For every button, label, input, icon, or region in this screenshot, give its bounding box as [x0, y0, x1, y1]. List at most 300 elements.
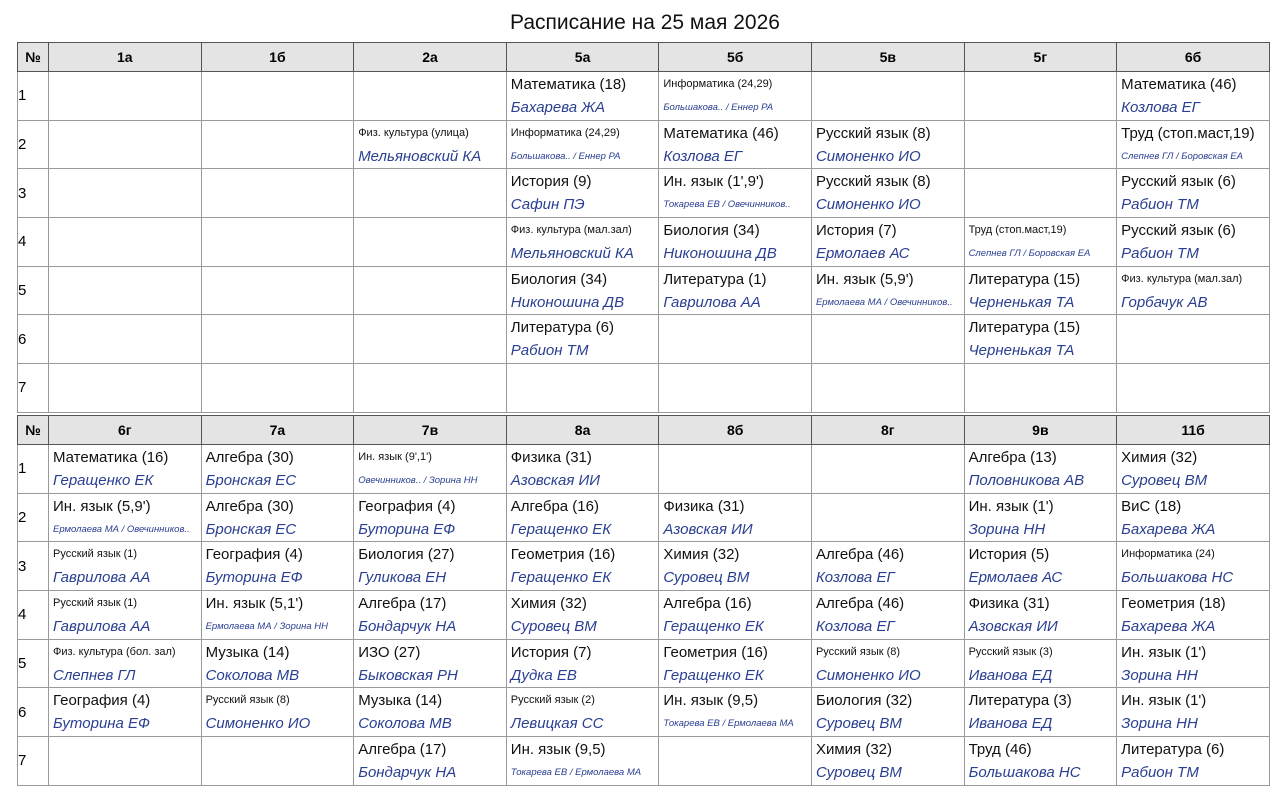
- teacher-label: Большакова.. / Еннер РА: [510, 150, 621, 162]
- teacher-label: Геращенко ЕК: [663, 666, 764, 684]
- teacher-label: Азовская ИИ: [663, 520, 753, 538]
- lesson-cell[interactable]: [49, 364, 202, 413]
- lesson-cell[interactable]: [49, 445, 202, 494]
- teacher-label: Геращенко ЕК: [53, 471, 154, 489]
- teacher-label: Никоношина ДВ: [663, 244, 777, 262]
- subject-label: Биология (32): [815, 692, 913, 710]
- subject-label: Музыка (14): [205, 643, 290, 661]
- subject-label: Русский язык (8): [815, 124, 931, 142]
- lesson-cell[interactable]: [354, 266, 507, 315]
- lesson-cell[interactable]: [354, 120, 507, 169]
- period-row: [18, 688, 1270, 737]
- subject-label: Алгебра (16): [663, 594, 752, 612]
- teacher-label: Большакова НС: [1121, 569, 1234, 587]
- period-number-header: №: [18, 43, 49, 72]
- lesson-cell[interactable]: [1117, 169, 1270, 218]
- teacher-label: Геращенко ЕК: [510, 569, 612, 587]
- lesson-cell[interactable]: [354, 639, 507, 688]
- lesson-cell[interactable]: [201, 364, 354, 413]
- schedule-table-bottom: [17, 415, 1270, 786]
- lesson-cell[interactable]: [811, 315, 964, 364]
- teacher-label: Рабион ТМ: [1121, 196, 1199, 214]
- lesson-cell[interactable]: [811, 266, 964, 315]
- period-row: [18, 218, 1270, 267]
- teacher-label: Суровец ВМ: [510, 617, 597, 635]
- subject-label: Алгебра (46): [815, 594, 905, 612]
- subject-label: История (7): [510, 643, 592, 661]
- subject-label: Ин. язык (1'): [1121, 643, 1207, 661]
- teacher-label: Рабион ТМ: [1121, 244, 1199, 262]
- lesson-cell[interactable]: [964, 542, 1117, 591]
- teacher-label: Суровец ВМ: [663, 569, 750, 587]
- lesson-cell[interactable]: [1117, 218, 1270, 267]
- teacher-label: Ермолаева МА / Овечинников..: [815, 296, 953, 308]
- lesson-cell[interactable]: [506, 169, 659, 218]
- period-number: 7: [18, 737, 49, 786]
- lesson-cell[interactable]: [964, 737, 1117, 786]
- lesson-cell[interactable]: [659, 445, 812, 494]
- lesson-cell[interactable]: [49, 493, 202, 542]
- teacher-label: Ермолаева МА / Овечинников..: [53, 523, 190, 535]
- teacher-label: Рабион ТМ: [510, 342, 589, 360]
- period-number: 6: [18, 315, 49, 364]
- lesson-cell[interactable]: [201, 737, 354, 786]
- lesson-cell[interactable]: [811, 591, 964, 640]
- subject-label: Алгебра (17): [358, 740, 447, 758]
- period-number: 5: [18, 266, 49, 315]
- class-header: 9в: [964, 416, 1117, 445]
- subject-label: Алгебра (17): [358, 594, 447, 612]
- subject-label: Алгебра (46): [815, 546, 905, 564]
- lesson-cell[interactable]: [49, 72, 202, 121]
- lesson-cell[interactable]: [811, 493, 964, 542]
- teacher-label: Суровец ВМ: [815, 763, 902, 781]
- teacher-label: Токарева ЕВ / Ермолаева МА: [510, 766, 642, 778]
- teacher-label: Ермолаев АС: [815, 244, 910, 262]
- subject-label: География (4): [205, 546, 303, 564]
- teacher-label: Суровец ВМ: [1121, 471, 1208, 489]
- teacher-label: Бахарева ЖА: [1121, 617, 1216, 635]
- subject-label: Ин. язык (1'): [968, 497, 1054, 515]
- subject-label: Биология (34): [510, 270, 608, 288]
- subject-label: Ин. язык (9,5): [663, 692, 759, 710]
- period-number: 1: [18, 72, 49, 121]
- teacher-label: Суровец ВМ: [815, 715, 902, 733]
- teacher-label: Рабион ТМ: [1121, 763, 1199, 781]
- lesson-cell[interactable]: [1117, 445, 1270, 494]
- lesson-cell[interactable]: [354, 688, 507, 737]
- lesson-cell[interactable]: [811, 72, 964, 121]
- subject-label: Физика (31): [663, 497, 745, 515]
- lesson-cell[interactable]: [506, 639, 659, 688]
- class-header: 5в: [811, 43, 964, 72]
- teacher-label: Токарева ЕВ / Ермолаева МА: [663, 718, 794, 730]
- lesson-cell[interactable]: [1117, 542, 1270, 591]
- teacher-label: Большакова НС: [968, 763, 1081, 781]
- subject-label: Труд (46): [968, 740, 1032, 758]
- lesson-cell[interactable]: [49, 542, 202, 591]
- period-number: 1: [18, 445, 49, 494]
- lesson-cell[interactable]: [659, 542, 812, 591]
- lesson-cell[interactable]: [506, 542, 659, 591]
- lesson-cell[interactable]: [354, 72, 507, 121]
- subject-label: Труд (стоп.маст,19): [968, 223, 1067, 236]
- lesson-cell[interactable]: [506, 218, 659, 267]
- teacher-label: Бронская ЕС: [205, 520, 297, 538]
- lesson-cell[interactable]: [659, 591, 812, 640]
- lesson-cell[interactable]: [49, 218, 202, 267]
- teacher-label: Козлова ЕГ: [663, 147, 743, 165]
- teacher-label: Мельяновский КА: [358, 147, 482, 165]
- teacher-label: Буторина ЕФ: [358, 520, 456, 538]
- teacher-label: Никоношина ДВ: [510, 293, 625, 311]
- period-number: 7: [18, 364, 49, 413]
- subject-label: Физика (31): [968, 594, 1050, 612]
- period-row: [18, 72, 1270, 121]
- lesson-cell[interactable]: [354, 493, 507, 542]
- subject-label: Физика (31): [510, 448, 592, 466]
- subject-label: Русский язык (1): [53, 548, 138, 561]
- subject-label: Русский язык (6): [1121, 221, 1236, 239]
- lesson-cell[interactable]: [659, 72, 812, 121]
- teacher-label: Буторина ЕФ: [205, 569, 303, 587]
- lesson-cell[interactable]: [964, 218, 1117, 267]
- teacher-label: Слепнев ГЛ / Боровская ЕА: [1121, 150, 1243, 162]
- subject-label: Литература (15): [968, 270, 1081, 288]
- lesson-cell[interactable]: [659, 493, 812, 542]
- teacher-label: Мельяновский КА: [510, 244, 634, 262]
- subject-label: Информатика (24,29): [663, 77, 773, 90]
- lesson-cell[interactable]: [49, 169, 202, 218]
- teacher-label: Геращенко ЕК: [510, 520, 612, 538]
- teacher-label: Бондарчук НА: [358, 763, 457, 781]
- subject-label: Литература (6): [1121, 740, 1225, 758]
- lesson-cell[interactable]: [1117, 72, 1270, 121]
- teacher-label: Гаврилова АА: [53, 569, 151, 587]
- lesson-cell[interactable]: [201, 169, 354, 218]
- subject-label: Физ. культура (мал.зал): [1121, 272, 1243, 285]
- subject-label: Русский язык (8): [815, 173, 931, 191]
- subject-label: Русский язык (1): [53, 596, 138, 609]
- lesson-cell[interactable]: [659, 315, 812, 364]
- class-header: 1б: [201, 43, 354, 72]
- period-row: [18, 120, 1270, 169]
- lesson-cell[interactable]: [354, 315, 507, 364]
- class-header: 6б: [1117, 43, 1270, 72]
- lesson-cell[interactable]: [506, 266, 659, 315]
- lesson-cell[interactable]: [201, 639, 354, 688]
- lesson-cell[interactable]: [354, 542, 507, 591]
- period-row: [18, 639, 1270, 688]
- lesson-cell[interactable]: [811, 639, 964, 688]
- teacher-label: Ермолаев АС: [968, 569, 1063, 587]
- lesson-cell[interactable]: [811, 445, 964, 494]
- subject-label: Русский язык (3): [968, 645, 1053, 658]
- subject-label: Физ. культура (мал.зал): [510, 223, 632, 236]
- lesson-cell[interactable]: [506, 72, 659, 121]
- subject-label: Литература (3): [968, 692, 1072, 710]
- lesson-cell[interactable]: [964, 315, 1117, 364]
- lesson-cell[interactable]: [506, 445, 659, 494]
- teacher-label: Дудка ЕВ: [510, 666, 577, 684]
- teacher-label: Зорина НН: [968, 520, 1046, 538]
- subject-label: Русский язык (6): [1121, 173, 1236, 191]
- teacher-label: Симоненко ИО: [815, 666, 921, 684]
- subject-label: Ин. язык (5,9'): [815, 270, 914, 288]
- lesson-cell[interactable]: [964, 688, 1117, 737]
- lesson-cell[interactable]: [49, 315, 202, 364]
- lesson-cell[interactable]: [354, 591, 507, 640]
- subject-label: ИЗО (27): [358, 643, 421, 661]
- subject-label: Литература (1): [663, 270, 767, 288]
- teacher-label: Симоненко ИО: [815, 196, 921, 214]
- subject-label: История (7): [815, 221, 897, 239]
- lesson-cell[interactable]: [354, 737, 507, 786]
- lesson-cell[interactable]: [659, 120, 812, 169]
- class-header: 6г: [49, 416, 202, 445]
- lesson-cell[interactable]: [354, 169, 507, 218]
- teacher-label: Левицкая СС: [510, 715, 604, 733]
- teacher-label: Козлова ЕГ: [815, 617, 895, 635]
- lesson-cell[interactable]: [964, 169, 1117, 218]
- lesson-cell[interactable]: [811, 169, 964, 218]
- subject-label: Геометрия (18): [1121, 594, 1226, 612]
- lesson-cell[interactable]: [964, 493, 1117, 542]
- period-number: 6: [18, 688, 49, 737]
- lesson-cell[interactable]: [1117, 315, 1270, 364]
- period-row: [18, 315, 1270, 364]
- lesson-cell[interactable]: [659, 639, 812, 688]
- lesson-cell[interactable]: [49, 120, 202, 169]
- subject-label: Ин. язык (1',9'): [663, 173, 764, 191]
- subject-label: География (4): [358, 497, 456, 515]
- subject-label: ВиС (18): [1121, 497, 1182, 515]
- teacher-label: Половникова АВ: [968, 471, 1085, 489]
- period-row: [18, 737, 1270, 786]
- lesson-cell[interactable]: [811, 120, 964, 169]
- teacher-label: Гаврилова АА: [53, 617, 151, 635]
- period-number: 2: [18, 120, 49, 169]
- teacher-label: Черненькая ТА: [968, 342, 1075, 360]
- lesson-cell[interactable]: [506, 688, 659, 737]
- subject-label: Информатика (24): [1121, 548, 1215, 561]
- lesson-cell[interactable]: [49, 639, 202, 688]
- lesson-cell[interactable]: [1117, 120, 1270, 169]
- class-header: 11б: [1117, 416, 1270, 445]
- subject-label: Ин. язык (5,1'): [205, 594, 304, 612]
- subject-label: Химия (32): [510, 594, 587, 612]
- subject-label: Физ. культура (улица): [358, 126, 469, 139]
- period-row: [18, 364, 1270, 413]
- lesson-cell[interactable]: [201, 315, 354, 364]
- teacher-label: Бондарчук НА: [358, 617, 457, 635]
- subject-label: Физ. культура (бол. зал): [53, 645, 176, 658]
- subject-label: Ин. язык (1'): [1121, 692, 1207, 710]
- lesson-cell[interactable]: [659, 737, 812, 786]
- lesson-cell[interactable]: [811, 688, 964, 737]
- teacher-label: Геращенко ЕК: [663, 617, 764, 635]
- lesson-cell[interactable]: [201, 218, 354, 267]
- class-header: 1а: [49, 43, 202, 72]
- teacher-label: Ермолаева МА / Зорина НН: [205, 620, 329, 632]
- lesson-cell[interactable]: [49, 737, 202, 786]
- lesson-cell[interactable]: [659, 364, 812, 413]
- lesson-cell[interactable]: [964, 266, 1117, 315]
- teacher-label: Соколова МВ: [358, 715, 452, 733]
- teacher-label: Большакова.. / Еннер РА: [663, 101, 774, 113]
- period-row: [18, 169, 1270, 218]
- period-number: 3: [18, 169, 49, 218]
- teacher-label: Буторина ЕФ: [53, 715, 150, 733]
- lesson-cell[interactable]: [811, 737, 964, 786]
- lesson-cell[interactable]: [354, 218, 507, 267]
- class-header: 8а: [506, 416, 659, 445]
- teacher-label: Иванова ЕД: [968, 715, 1053, 733]
- teacher-label: Соколова МВ: [205, 666, 300, 684]
- lesson-cell[interactable]: [506, 591, 659, 640]
- subject-label: Ин. язык (9',1'): [358, 450, 432, 463]
- class-header: 8г: [811, 416, 964, 445]
- class-header: 5а: [506, 43, 659, 72]
- header-row: [18, 416, 1270, 445]
- lesson-cell[interactable]: [201, 591, 354, 640]
- period-row: [18, 542, 1270, 591]
- subject-label: Математика (46): [663, 124, 779, 142]
- period-number: 2: [18, 493, 49, 542]
- lesson-cell[interactable]: [49, 591, 202, 640]
- lesson-cell[interactable]: [506, 315, 659, 364]
- lesson-cell[interactable]: [811, 542, 964, 591]
- teacher-label: Черненькая ТА: [968, 293, 1075, 311]
- teacher-label: Азовская ИИ: [968, 617, 1058, 635]
- lesson-cell[interactable]: [1117, 266, 1270, 315]
- lesson-cell[interactable]: [811, 218, 964, 267]
- teacher-label: Симоненко ИО: [815, 147, 921, 165]
- subject-label: Математика (18): [510, 75, 627, 93]
- lesson-cell[interactable]: [506, 120, 659, 169]
- class-header: 2а: [354, 43, 507, 72]
- subject-label: Алгебра (16): [510, 497, 599, 515]
- lesson-cell[interactable]: [354, 445, 507, 494]
- teacher-label: Гуликова ЕН: [358, 569, 447, 587]
- teacher-label: Козлова ЕГ: [815, 569, 895, 587]
- teacher-label: Бронская ЕС: [205, 471, 297, 489]
- lesson-cell[interactable]: [1117, 493, 1270, 542]
- teacher-label: Быковская РН: [358, 666, 458, 684]
- lesson-cell[interactable]: [201, 120, 354, 169]
- lesson-cell[interactable]: [201, 72, 354, 121]
- class-header: 8б: [659, 416, 812, 445]
- teacher-label: Бахарева ЖА: [510, 98, 606, 116]
- subject-label: Химия (32): [815, 740, 893, 758]
- schedule-table-top: [17, 42, 1270, 413]
- teacher-label: Зорина НН: [1121, 666, 1198, 684]
- lesson-cell[interactable]: [1117, 688, 1270, 737]
- lesson-cell[interactable]: [506, 737, 659, 786]
- lesson-cell[interactable]: [964, 591, 1117, 640]
- subject-label: Геометрия (16): [663, 643, 768, 661]
- lesson-cell[interactable]: [659, 169, 812, 218]
- lesson-cell[interactable]: [1117, 591, 1270, 640]
- subject-label: История (9): [510, 173, 592, 191]
- period-number: 3: [18, 542, 49, 591]
- lesson-cell[interactable]: [201, 493, 354, 542]
- period-row: [18, 266, 1270, 315]
- subject-label: Ин. язык (9,5): [510, 740, 606, 758]
- period-row: [18, 591, 1270, 640]
- header-row: [18, 43, 1270, 72]
- lesson-cell[interactable]: [659, 266, 812, 315]
- lesson-cell[interactable]: [811, 364, 964, 413]
- period-number: 5: [18, 639, 49, 688]
- subject-label: Литература (6): [510, 319, 614, 337]
- teacher-label: Иванова ЕД: [968, 666, 1053, 684]
- lesson-cell[interactable]: [201, 542, 354, 591]
- lesson-cell[interactable]: [506, 493, 659, 542]
- teacher-label: Слепнев ГЛ / Боровская ЕА: [968, 247, 1091, 259]
- lesson-cell[interactable]: [1117, 639, 1270, 688]
- subject-label: Биология (34): [663, 221, 760, 239]
- subject-label: Математика (46): [1121, 75, 1237, 93]
- subject-label: Геометрия (16): [510, 546, 616, 564]
- lesson-cell[interactable]: [964, 120, 1117, 169]
- lesson-cell[interactable]: [49, 688, 202, 737]
- lesson-cell[interactable]: [201, 445, 354, 494]
- lesson-cell[interactable]: [964, 445, 1117, 494]
- page-title: Расписание на 25 мая 2026: [510, 11, 780, 34]
- lesson-cell[interactable]: [201, 266, 354, 315]
- period-number: 4: [18, 591, 49, 640]
- period-row: [18, 493, 1270, 542]
- subject-label: Алгебра (13): [968, 448, 1057, 466]
- lesson-cell[interactable]: [659, 688, 812, 737]
- teacher-label: Азовская ИИ: [510, 471, 600, 489]
- teacher-label: Токарева ЕВ / Овечинников..: [663, 199, 791, 211]
- lesson-cell[interactable]: [964, 72, 1117, 121]
- teacher-label: Зорина НН: [1121, 715, 1198, 733]
- subject-label: Алгебра (30): [205, 497, 294, 515]
- subject-label: Химия (32): [663, 546, 740, 564]
- teacher-label: Овечинников.. / Зорина НН: [358, 474, 478, 486]
- teacher-label: Бахарева ЖА: [1121, 520, 1216, 538]
- teacher-label: Козлова ЕГ: [1121, 98, 1200, 116]
- lesson-cell[interactable]: [1117, 737, 1270, 786]
- lesson-cell[interactable]: [49, 266, 202, 315]
- class-header: 7а: [201, 416, 354, 445]
- teacher-label: Слепнев ГЛ: [53, 666, 136, 684]
- lesson-cell[interactable]: [1117, 364, 1270, 413]
- subject-label: Музыка (14): [358, 692, 443, 710]
- subject-label: География (4): [53, 692, 151, 710]
- subject-label: Литература (15): [968, 319, 1081, 337]
- lesson-cell[interactable]: [964, 639, 1117, 688]
- teacher-label: Гаврилова АА: [663, 293, 761, 311]
- class-header: 5г: [964, 43, 1117, 72]
- subject-label: Русский язык (8): [815, 645, 901, 658]
- teacher-label: Горбачук АВ: [1121, 293, 1208, 311]
- period-number: 4: [18, 218, 49, 267]
- period-row: [18, 445, 1270, 494]
- lesson-cell[interactable]: [964, 364, 1117, 413]
- lesson-cell[interactable]: [506, 364, 659, 413]
- subject-label: Химия (32): [1121, 448, 1198, 466]
- class-header: 5б: [659, 43, 812, 72]
- class-header: 7в: [354, 416, 507, 445]
- lesson-cell[interactable]: [659, 218, 812, 267]
- lesson-cell[interactable]: [201, 688, 354, 737]
- subject-label: Математика (16): [53, 448, 169, 466]
- lesson-cell[interactable]: [354, 364, 507, 413]
